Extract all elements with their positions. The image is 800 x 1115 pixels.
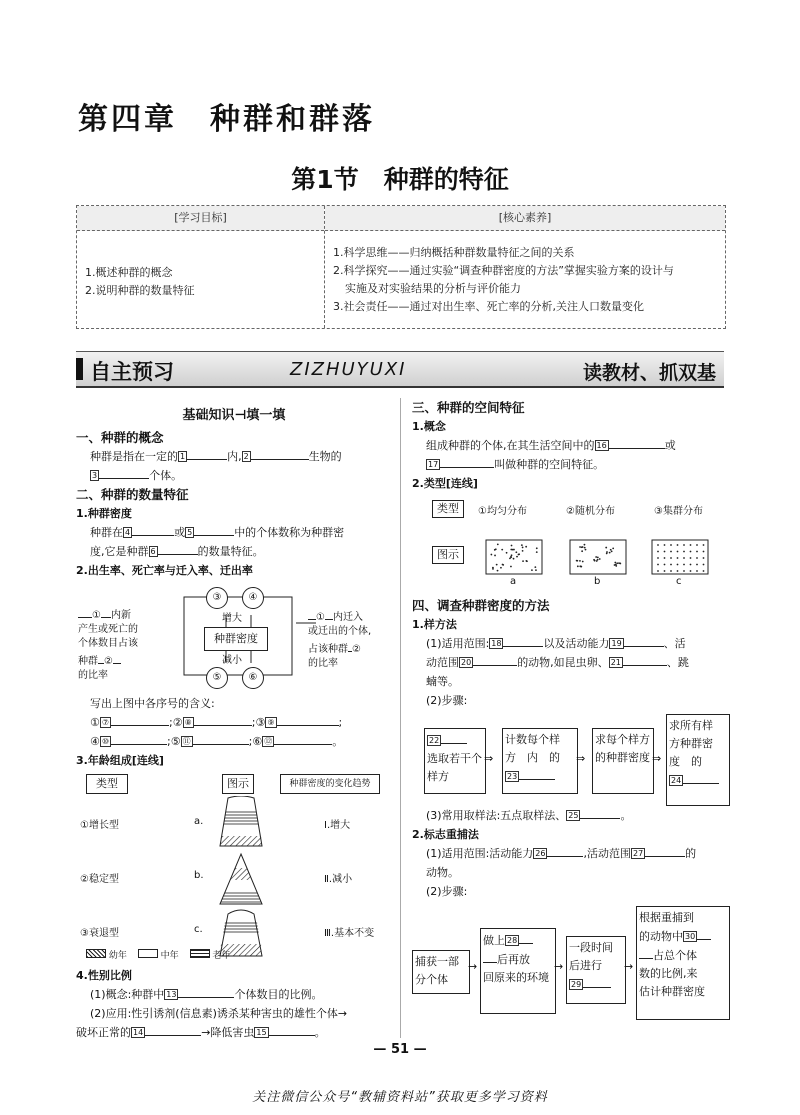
distribution-types: 类型 ①均匀分布 ②随机分布 ③集群分布 图示 a b c [420, 498, 730, 590]
circle-4: ④ [242, 587, 264, 609]
circle-3: ③ [206, 587, 228, 609]
goal-item: 2.说明种群的数量特征 [85, 284, 195, 297]
goals-table [76, 205, 726, 329]
section-title: 第1节 种群的特征 [291, 165, 509, 194]
chapter-title: 第四章 种群和群落 [78, 102, 375, 137]
banner-right: 读教材、抓双基 [582, 362, 716, 384]
banner-middle: ZIZHUYUXI [290, 359, 407, 380]
page-number: — 51 — [373, 1042, 427, 1057]
goals-right-header: [核心素养] [325, 206, 725, 231]
s2-heading: 二、种群的数量特征 [76, 487, 189, 502]
right-column: 三、种群的空间特征 1.概念 组成种群的个体,在其生活空间中的 16 或 17 叫做种群的空间特征。 2.类型[连线] [412, 400, 676, 490]
s1-heading: 一、种群的概念 [76, 430, 164, 445]
banner-left: 自主预习 [90, 360, 174, 384]
density-box: 种群密度 [204, 627, 268, 651]
literacy-item: 3.社会责任——通过对出生率、死亡率的分析,关注人口数量变化 [333, 300, 644, 313]
density-diagram: ③ ④ 增大 种群密度 减小 ⑤ ⑥ ① 内新 产生或死亡的 个体数目占该 种群 ② 的比率 ① 内迁入 或迁出的个体, 占该种群 ② 的比率 [76, 585, 396, 691]
left-column: 基础知识⊣填一填 一、种群的概念 种群是指在一定的 1 内, 2 生物的 3 个体。 二、种群的数量特征 1.种群密度 种群在 4 或 5 中的个体数称为种群密 度,它是种群 6 的数量特征。 2.出生率、死亡率与迁入率、迁出率 [76, 406, 392, 580]
quadrat-steps: 22 选取若干个样方 ⇒ 计数每个样 方 内 的 23 ⇒ 求每个样方的种群密度 ⇒ 求所有样 方种群密 度 的 24 [420, 714, 730, 804]
preview-banner [76, 351, 724, 388]
goal-item: 1.概述种群的概念 [85, 266, 173, 279]
literacy-item: 实施及对实验结果的分析与评价能力 [345, 282, 521, 295]
age-structure: 类型 图示 种群密度的变化趋势 ①增长型 ②稳定型 ③衰退型 a. b. c. Ⅰ.增大 Ⅱ.减小 Ⅲ.基本不变 幼年 中年 老年 [76, 774, 396, 962]
footer-note: 关注微信公众号“教辅资料站”获取更多学习资料 [252, 1090, 548, 1105]
goals-left-header: [学习目标] [77, 206, 324, 231]
literacy-item: 1.科学思维——归纳概括种群数量特征之间的关系 [333, 246, 575, 259]
basic-knowledge-heading: 基础知识⊣填一填 [182, 408, 286, 423]
literacy-item: 2.科学探究——通过实验“调查种群密度的方法”掌握实验方案的设计与 [333, 264, 674, 277]
mark-recapture-steps: 捕获一部分个体 → 做上 28 后再放 回原来的环境 → 一段时间 后进行 29 → 根据重捕到 的动物中 30 占总个体 数的比例,来 估计种群密度 [412, 906, 728, 1018]
circle-6: ⑥ [242, 667, 264, 689]
circle-5: ⑤ [206, 667, 228, 689]
